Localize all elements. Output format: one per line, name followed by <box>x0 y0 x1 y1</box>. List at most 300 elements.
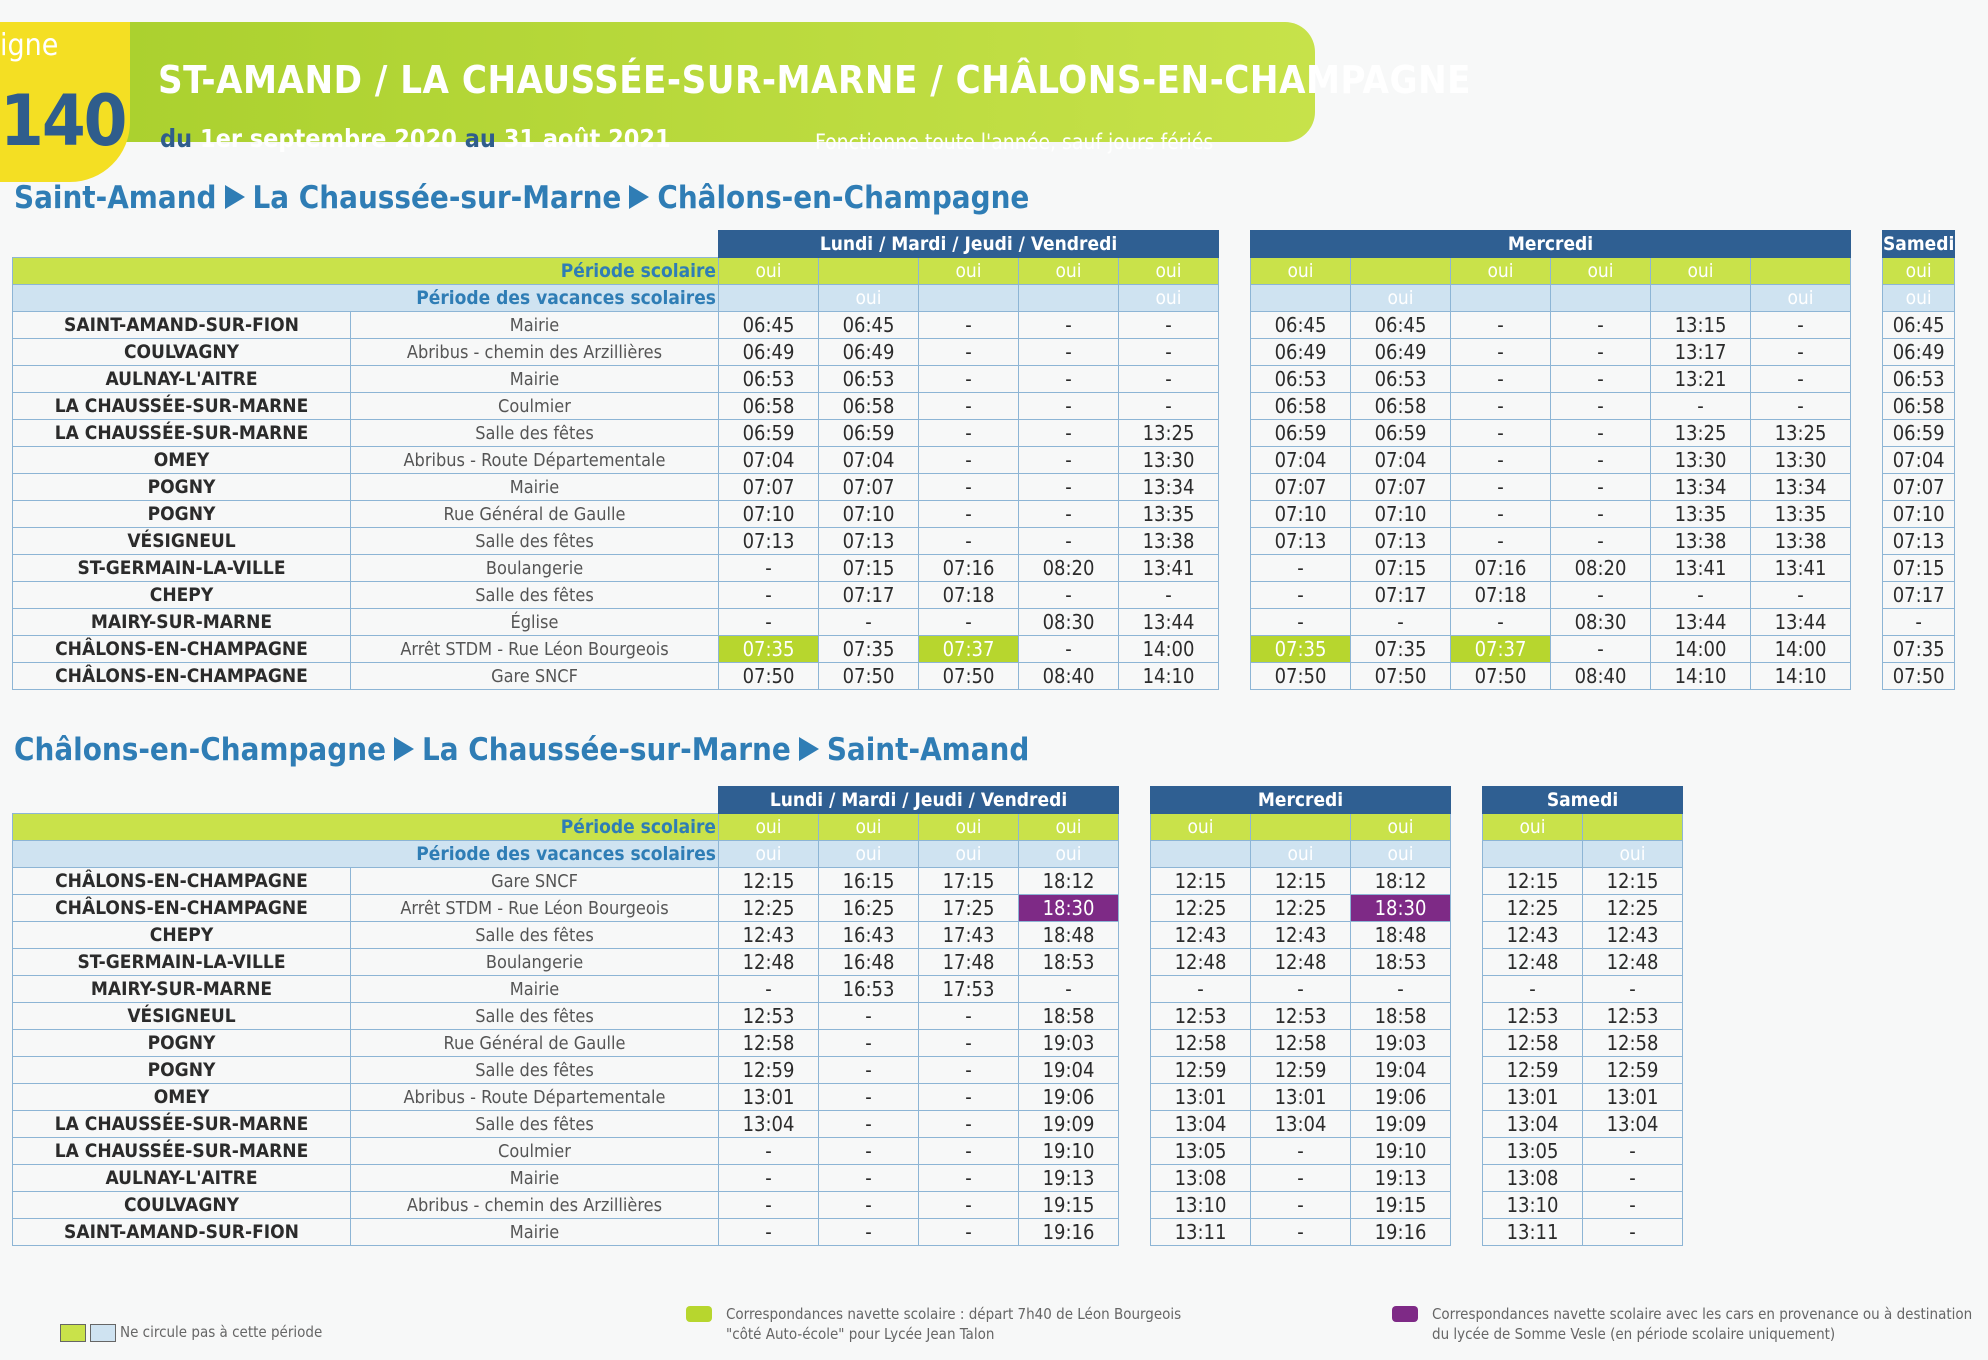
time-cell: - <box>819 1084 919 1111</box>
time-cell: - <box>919 1192 1019 1219</box>
stop-point: Boulangerie <box>351 555 719 582</box>
gap <box>1451 868 1483 895</box>
stop-row <box>13 976 1683 1003</box>
time-cell: 12:59 <box>1483 1057 1583 1084</box>
time-cell: 07:07 <box>1351 474 1451 501</box>
day-header: Mercredi <box>1251 231 1851 258</box>
time-cell: - <box>819 1111 919 1138</box>
time-cell: - <box>1251 555 1351 582</box>
no-service-cross-icon <box>1451 285 1551 312</box>
legend-no-service: Ne circule pas à cette période <box>60 1322 322 1342</box>
time-cell: 16:53 <box>819 976 919 1003</box>
time-cell: 12:15 <box>1151 868 1251 895</box>
gap <box>1119 895 1151 922</box>
gap <box>1851 636 1883 663</box>
time-cell: - <box>1251 1219 1351 1246</box>
gap <box>1451 922 1483 949</box>
time-cell: 06:53 <box>719 366 819 393</box>
time-cell: - <box>819 1192 919 1219</box>
period-oui: oui <box>1651 258 1751 285</box>
stop-point: Mairie <box>351 366 719 393</box>
time-cell: 06:45 <box>819 312 919 339</box>
time-cell: 06:59 <box>1883 420 1955 447</box>
period-oui: oui <box>1883 285 1955 312</box>
gap <box>1851 555 1883 582</box>
time-cell: 06:53 <box>1883 366 1955 393</box>
stop-row <box>13 895 1683 922</box>
time-cell: 18:53 <box>1351 949 1451 976</box>
time-cell: - <box>919 339 1019 366</box>
time-cell: 08:20 <box>1019 555 1119 582</box>
gap <box>1851 528 1883 555</box>
time-cell: 19:06 <box>1019 1084 1119 1111</box>
stop-row <box>13 1084 1683 1111</box>
gap <box>1119 1030 1151 1057</box>
time-cell: - <box>1551 582 1651 609</box>
time-cell: 16:48 <box>819 949 919 976</box>
time-cell: 12:43 <box>1483 922 1583 949</box>
time-cell: 12:59 <box>1251 1057 1351 1084</box>
time-cell: 16:43 <box>819 922 919 949</box>
stop-row <box>13 1138 1683 1165</box>
time-cell: 13:04 <box>1151 1111 1251 1138</box>
time-cell: 13:30 <box>1651 447 1751 474</box>
no-service-cross-icon <box>819 258 919 285</box>
time-cell: 07:50 <box>719 663 819 690</box>
stop-name: OMEY <box>13 1084 351 1111</box>
stop-name: AULNAY-L'AITRE <box>13 1165 351 1192</box>
time-cell: 13:10 <box>1151 1192 1251 1219</box>
time-cell: 12:59 <box>1151 1057 1251 1084</box>
period-label: Période des vacances scolaires <box>13 285 719 312</box>
gap <box>1219 420 1251 447</box>
time-cell: 12:53 <box>719 1003 819 1030</box>
time-cell: - <box>1451 339 1551 366</box>
time-cell: 06:49 <box>1251 339 1351 366</box>
time-cell: 13:11 <box>1151 1219 1251 1246</box>
period-oui: oui <box>919 814 1019 841</box>
time-cell: 12:59 <box>1583 1057 1683 1084</box>
time-cell: - <box>1751 366 1851 393</box>
time-cell: 08:40 <box>1019 663 1119 690</box>
time-cell: 07:13 <box>1351 528 1451 555</box>
time-cell: 19:09 <box>1351 1111 1451 1138</box>
time-cell: - <box>1019 582 1119 609</box>
time-cell: 07:10 <box>719 501 819 528</box>
gap <box>1851 663 1883 690</box>
time-cell: - <box>1551 339 1651 366</box>
gap <box>1851 501 1883 528</box>
period-label: Période scolaire <box>13 814 719 841</box>
time-cell: 13:17 <box>1651 339 1751 366</box>
gap <box>1119 841 1151 868</box>
time-cell: - <box>919 528 1019 555</box>
stop-name: LA CHAUSSÉE-SUR-MARNE <box>13 420 351 447</box>
time-cell: - <box>719 609 819 636</box>
stop-name: AULNAY-L'AITRE <box>13 366 351 393</box>
time-cell: 17:48 <box>919 949 1019 976</box>
time-cell: 13:34 <box>1119 474 1219 501</box>
gap <box>1851 609 1883 636</box>
time-cell: - <box>919 1084 1019 1111</box>
time-cell: 13:04 <box>1483 1111 1583 1138</box>
time-cell: 12:43 <box>1251 922 1351 949</box>
time-cell: 18:48 <box>1351 922 1451 949</box>
time-cell: 14:00 <box>1751 636 1851 663</box>
time-cell: - <box>1019 420 1119 447</box>
gap <box>1451 976 1483 1003</box>
time-cell: 18:12 <box>1019 868 1119 895</box>
time-cell: 13:44 <box>1651 609 1751 636</box>
time-cell: 19:15 <box>1351 1192 1451 1219</box>
day-header: Lundi / Mardi / Jeudi / Vendredi <box>719 231 1219 258</box>
stop-row <box>13 663 1955 690</box>
time-cell: 07:04 <box>819 447 919 474</box>
gap <box>1851 339 1883 366</box>
time-cell: 18:53 <box>1019 949 1119 976</box>
no-service-cross-icon <box>60 1324 86 1342</box>
stop-row <box>13 339 1955 366</box>
time-cell: 06:45 <box>1351 312 1451 339</box>
time-cell: - <box>1751 582 1851 609</box>
gap <box>1851 312 1883 339</box>
stop-row <box>13 1003 1683 1030</box>
period-oui: oui <box>1119 258 1219 285</box>
gap <box>1119 868 1151 895</box>
period-oui: oui <box>1351 285 1451 312</box>
time-cell: - <box>819 1003 919 1030</box>
time-cell: - <box>1551 312 1651 339</box>
time-cell: 06:49 <box>1883 339 1955 366</box>
time-cell: - <box>919 1030 1019 1057</box>
period-oui: oui <box>719 814 819 841</box>
gap <box>1851 366 1883 393</box>
service-note: Fonctionne toute l'année, sauf jours fériés <box>815 130 1214 154</box>
time-cell: 13:25 <box>1651 420 1751 447</box>
time-cell: 13:04 <box>719 1111 819 1138</box>
period-oui: oui <box>1883 258 1955 285</box>
time-cell: 16:25 <box>819 895 919 922</box>
time-cell: - <box>919 312 1019 339</box>
time-cell: 13:44 <box>1119 609 1219 636</box>
time-cell: - <box>1351 976 1451 1003</box>
stop-point: Abribus - Route Départementale <box>351 1084 719 1111</box>
time-cell: 07:10 <box>819 501 919 528</box>
stop-point: Salle des fêtes <box>351 582 719 609</box>
period-oui: oui <box>819 285 919 312</box>
gap <box>1119 1192 1151 1219</box>
time-cell: - <box>1251 976 1351 1003</box>
time-cell: - <box>919 1165 1019 1192</box>
time-cell: 13:41 <box>1651 555 1751 582</box>
gap <box>1851 231 1883 258</box>
time-cell: - <box>1251 582 1351 609</box>
stop-point: Rue Général de Gaulle <box>351 501 719 528</box>
time-cell: 07:07 <box>1883 474 1955 501</box>
time-cell: 12:58 <box>1483 1030 1583 1057</box>
arrow-right-icon <box>629 185 649 209</box>
gap <box>1451 1165 1483 1192</box>
stop-row <box>13 609 1955 636</box>
time-cell: 07:50 <box>1883 663 1955 690</box>
stop-point: Coulmier <box>351 1138 719 1165</box>
time-cell: 13:44 <box>1751 609 1851 636</box>
stop-point: Salle des fêtes <box>351 1057 719 1084</box>
time-cell: 14:00 <box>1651 636 1751 663</box>
stop-point: Salle des fêtes <box>351 1003 719 1030</box>
time-cell: - <box>1019 393 1119 420</box>
time-cell: - <box>1551 393 1651 420</box>
gap <box>1451 1084 1483 1111</box>
time-cell: 12:48 <box>719 949 819 976</box>
time-cell: 12:25 <box>1483 895 1583 922</box>
time-cell: - <box>1551 366 1651 393</box>
time-cell: 06:53 <box>1351 366 1451 393</box>
time-cell: - <box>819 1219 919 1246</box>
time-cell: - <box>719 1138 819 1165</box>
gap <box>1119 1138 1151 1165</box>
time-cell: - <box>1651 393 1751 420</box>
time-cell: - <box>1019 976 1119 1003</box>
time-cell: 07:50 <box>919 663 1019 690</box>
time-cell: 13:25 <box>1751 420 1851 447</box>
time-cell: - <box>919 447 1019 474</box>
time-cell: - <box>1119 582 1219 609</box>
stop-name: CHÂLONS-EN-CHAMPAGNE <box>13 636 351 663</box>
gap <box>1219 636 1251 663</box>
time-cell: 07:13 <box>719 528 819 555</box>
time-cell: - <box>819 1138 919 1165</box>
time-cell: - <box>1451 609 1551 636</box>
gap <box>1219 447 1251 474</box>
time-cell: - <box>919 420 1019 447</box>
time-cell: 13:01 <box>1483 1084 1583 1111</box>
time-cell: - <box>1551 420 1651 447</box>
time-cell: 18:30 <box>1019 895 1119 922</box>
header-spacer <box>13 787 719 814</box>
stop-name: POGNY <box>13 474 351 501</box>
stop-row <box>13 312 1955 339</box>
stop-name: MAIRY-SUR-MARNE <box>13 609 351 636</box>
stop-name: CHÂLONS-EN-CHAMPAGNE <box>13 663 351 690</box>
day-header: Samedi <box>1483 787 1683 814</box>
stop-point: Mairie <box>351 976 719 1003</box>
time-cell: 19:03 <box>1019 1030 1119 1057</box>
stop-row <box>13 447 1955 474</box>
time-cell: 07:07 <box>819 474 919 501</box>
gap <box>1119 1111 1151 1138</box>
time-cell: - <box>1151 976 1251 1003</box>
period-oui: oui <box>1119 285 1219 312</box>
stop-name: MAIRY-SUR-MARNE <box>13 976 351 1003</box>
time-cell: 19:04 <box>1019 1057 1119 1084</box>
time-cell: 13:38 <box>1651 528 1751 555</box>
stop-point: Gare SNCF <box>351 868 719 895</box>
stop-name: POGNY <box>13 1057 351 1084</box>
gap <box>1451 1057 1483 1084</box>
time-cell: 13:38 <box>1119 528 1219 555</box>
time-cell: 12:15 <box>1483 868 1583 895</box>
time-cell: - <box>719 1192 819 1219</box>
time-cell: 07:16 <box>1451 555 1551 582</box>
time-cell: 14:00 <box>1119 636 1219 663</box>
green-swatch <box>686 1306 712 1322</box>
stop-point: Salle des fêtes <box>351 420 719 447</box>
time-cell: 13:38 <box>1751 528 1851 555</box>
time-cell: - <box>1119 366 1219 393</box>
period-label: Période scolaire <box>13 258 719 285</box>
time-cell: - <box>1119 393 1219 420</box>
time-cell: - <box>1351 609 1451 636</box>
time-cell: 13:01 <box>1151 1084 1251 1111</box>
time-cell: - <box>719 1165 819 1192</box>
time-cell: 19:10 <box>1351 1138 1451 1165</box>
time-cell: 07:37 <box>919 636 1019 663</box>
time-cell: 18:12 <box>1351 868 1451 895</box>
time-cell: - <box>919 393 1019 420</box>
time-cell: 12:58 <box>719 1030 819 1057</box>
stop-point: Salle des fêtes <box>351 1111 719 1138</box>
time-cell: - <box>919 1057 1019 1084</box>
time-cell: 12:59 <box>719 1057 819 1084</box>
gap <box>1219 663 1251 690</box>
no-service-cross-icon <box>90 1324 116 1342</box>
time-cell: - <box>719 582 819 609</box>
line-label: igne <box>0 28 59 63</box>
time-cell: 12:43 <box>719 922 819 949</box>
stop-point: Rue Général de Gaulle <box>351 1030 719 1057</box>
time-cell: 07:07 <box>719 474 819 501</box>
no-service-cross-icon <box>1251 285 1351 312</box>
time-cell: 07:17 <box>1351 582 1451 609</box>
stop-row <box>13 1111 1683 1138</box>
gap <box>1451 841 1483 868</box>
time-cell: 13:35 <box>1651 501 1751 528</box>
time-cell: 08:20 <box>1551 555 1651 582</box>
day-header: Mercredi <box>1151 787 1451 814</box>
stop-point: Salle des fêtes <box>351 922 719 949</box>
stop-name: COULVAGNY <box>13 1192 351 1219</box>
time-cell: 17:25 <box>919 895 1019 922</box>
time-cell: 07:04 <box>1351 447 1451 474</box>
gap <box>1219 312 1251 339</box>
time-cell: - <box>719 1219 819 1246</box>
time-cell: - <box>1019 339 1119 366</box>
gap <box>1219 582 1251 609</box>
time-cell: 13:01 <box>719 1084 819 1111</box>
no-service-cross-icon <box>1251 814 1351 841</box>
time-cell: 07:35 <box>1883 636 1955 663</box>
time-cell: - <box>1551 528 1651 555</box>
no-service-cross-icon <box>1351 258 1451 285</box>
time-cell: 06:59 <box>719 420 819 447</box>
stop-name: CHÂLONS-EN-CHAMPAGNE <box>13 868 351 895</box>
period-oui: oui <box>1019 841 1119 868</box>
time-cell: 07:07 <box>1251 474 1351 501</box>
time-cell: 18:30 <box>1351 895 1451 922</box>
time-cell: 07:35 <box>719 636 819 663</box>
time-cell: - <box>1251 1192 1351 1219</box>
time-cell: - <box>1751 339 1851 366</box>
time-cell: - <box>1019 447 1119 474</box>
time-cell: 06:58 <box>1351 393 1451 420</box>
outbound-timetable <box>12 230 1955 690</box>
time-cell: - <box>1019 501 1119 528</box>
gap <box>1119 814 1151 841</box>
time-cell: 13:15 <box>1651 312 1751 339</box>
time-cell: 13:34 <box>1751 474 1851 501</box>
time-cell: 12:15 <box>1251 868 1351 895</box>
time-cell: 12:43 <box>1583 922 1683 949</box>
stop-point: Gare SNCF <box>351 663 719 690</box>
time-cell: 13:10 <box>1483 1192 1583 1219</box>
time-cell: - <box>919 609 1019 636</box>
inbound-timetable <box>12 786 1683 1246</box>
period-oui: oui <box>919 841 1019 868</box>
time-cell: 18:58 <box>1019 1003 1119 1030</box>
time-cell: 07:16 <box>919 555 1019 582</box>
time-cell: 19:15 <box>1019 1192 1119 1219</box>
time-cell: - <box>1019 528 1119 555</box>
time-cell: 12:48 <box>1251 949 1351 976</box>
no-service-cross-icon <box>1151 841 1251 868</box>
time-cell: 17:53 <box>919 976 1019 1003</box>
legend-purple: Correspondances navette scolaire avec les cars en provenance ou à destination du lycée de Somme Vesle (en période scolaire uniquement) <box>1432 1305 1973 1343</box>
gap <box>1119 976 1151 1003</box>
time-cell: - <box>1551 447 1651 474</box>
time-cell: 12:48 <box>1583 949 1683 976</box>
time-cell: - <box>1883 609 1955 636</box>
stop-name: VÉSIGNEUL <box>13 528 351 555</box>
stop-name: VÉSIGNEUL <box>13 1003 351 1030</box>
time-cell: 07:13 <box>1251 528 1351 555</box>
time-cell: 12:53 <box>1151 1003 1251 1030</box>
period-oui: oui <box>719 841 819 868</box>
time-cell: 07:37 <box>1451 636 1551 663</box>
stop-row <box>13 636 1955 663</box>
stop-row <box>13 1192 1683 1219</box>
no-service-cross-icon <box>919 285 1019 312</box>
stop-point: Arrêt STDM - Rue Léon Bourgeois <box>351 895 719 922</box>
time-cell: - <box>819 1057 919 1084</box>
time-cell: 14:10 <box>1119 663 1219 690</box>
time-cell: 14:10 <box>1651 663 1751 690</box>
stop-row <box>13 474 1955 501</box>
time-cell: 13:30 <box>1751 447 1851 474</box>
time-cell: 12:58 <box>1151 1030 1251 1057</box>
stop-point: Abribus - Route Départementale <box>351 447 719 474</box>
time-cell: - <box>1119 312 1219 339</box>
time-cell: 07:18 <box>1451 582 1551 609</box>
time-cell: 12:15 <box>1583 868 1683 895</box>
stop-row <box>13 922 1683 949</box>
time-cell: - <box>1583 1165 1683 1192</box>
stop-row <box>13 868 1683 895</box>
stop-name: COULVAGNY <box>13 339 351 366</box>
time-cell: - <box>1019 312 1119 339</box>
stop-row <box>13 393 1955 420</box>
time-cell: 07:17 <box>819 582 919 609</box>
gap <box>1451 787 1483 814</box>
time-cell: 13:25 <box>1119 420 1219 447</box>
stop-row <box>13 420 1955 447</box>
gap <box>1119 949 1151 976</box>
gap <box>1119 1057 1151 1084</box>
time-cell: - <box>919 1111 1019 1138</box>
time-cell: 13:30 <box>1119 447 1219 474</box>
time-cell: - <box>719 555 819 582</box>
time-cell: - <box>719 976 819 1003</box>
